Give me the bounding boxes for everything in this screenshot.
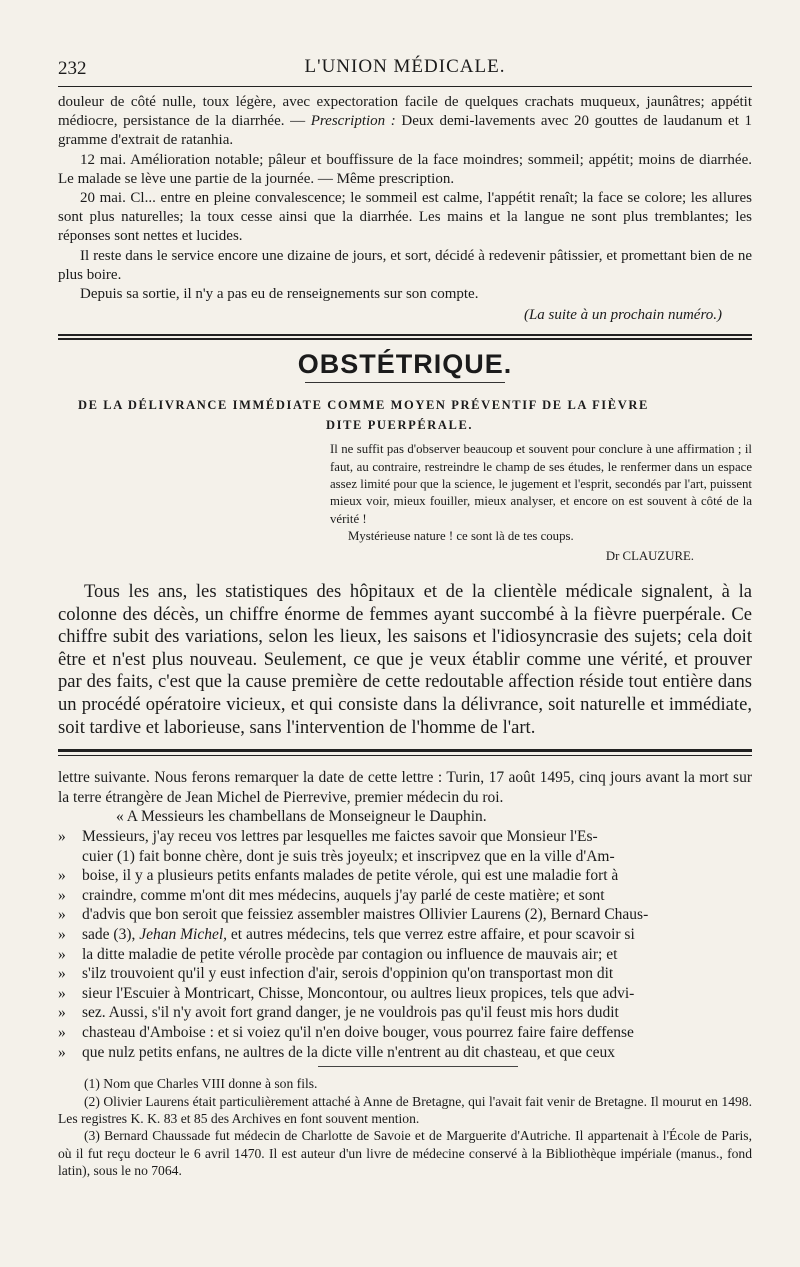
italic-name: Jehan Michel, (139, 925, 228, 943)
quote-mark: » (58, 925, 66, 943)
quote-mark: » (58, 945, 66, 963)
article-title (58, 395, 752, 435)
quote-text: s'ilz trouvoient qu'il y eust infection d'air, serois d'oppinion qu'on transportast mon dit (82, 965, 614, 983)
quote-line (58, 925, 752, 945)
quote-text: sieur l'Escuier à Montricart, Chisse, Moncontour, ou aultres lieux propices, tels que advi- (82, 984, 635, 1002)
continuation-paragraph: 12 mai. Amélioration notable; pâleur et bouffissure de la face moindres; sommeil; appétit; moins de diarrhée. Le malade se lève une partie de la journée. — Même prescription. (58, 151, 752, 187)
quote-text: cuier (1) fait bonne chère, dont je suis très joyeulx; et inscripvez que en la ville d'Am- (82, 847, 615, 865)
quote-text: la ditte maladie de petite vérolle procède par contagion ou influence de mauvais air; et (82, 945, 618, 963)
quote-mark: » (58, 1004, 66, 1022)
quote-mark: » (58, 867, 66, 885)
quote-mark: » (58, 1023, 66, 1041)
italic-span: Prescription : (310, 113, 396, 130)
article-body (58, 581, 752, 739)
quote-line (58, 866, 752, 886)
quote-line (58, 1043, 752, 1063)
quote-line (58, 886, 752, 906)
quote-text: sade (3), (82, 925, 140, 943)
to-be-continued: (La suite à un prochain numéro.) (523, 307, 722, 324)
page-number: 232 (58, 58, 87, 79)
section-underline (305, 382, 505, 383)
quote-text: chasteau d'Amboise : et si voiez qu'il n'en doive bouger, vous pourrez faire faire deffense (82, 1023, 634, 1041)
quote-line (58, 1003, 752, 1023)
quote-line (58, 1023, 752, 1043)
quote-text: sez. Aussi, s'il n'y avoit fort grand danger, je ne vouldrois pas qu'il feust mis hors dudit (82, 1004, 619, 1022)
epigraph-author: Dr CLAUZURE. (605, 548, 694, 563)
quote-mark: » (58, 965, 66, 983)
epigraph-text: Il ne suffit pas d'observer beaucoup et souvent pour conclure à une affirmation ; il faut, au contraire, restreindre le champ de ses études, le renfermer dans un espace assez limité pour que la science, le jugement et l'esprit, secondés par l'art, puissent mieux voir, mieux fouiller, mieux analyser, et encore on est souvent à côté de la vérité ! (330, 442, 752, 526)
footnote: (3) Bernard Chaussade fut médecin de Charlotte de Savoie et de Marguerite d'Autriche. Il appartenait à l'École de Paris, où il fut reçu docteur le 6 avril 1470. Il est auteur d'un livre de médecine conservé à la Bibliothèque impériale (manus., fond latin), sous le no 7064. (58, 1128, 752, 1179)
letter-salutation: « A Messieurs les chambellans de Monseigneur le Dauphin. (116, 808, 487, 826)
quote-line (58, 964, 752, 984)
footnote-rule (318, 1066, 518, 1067)
quote-mark: » (58, 984, 66, 1002)
text-span: Deux demi-lavements avec 20 gouttes de laudanum et 1 gramme d'extrait de ratanhia. (58, 113, 752, 149)
quote-text: Messieurs, j'ay receu vos lettres par lesquelles me faictes savoir que Monsieur l'Es- (82, 828, 598, 846)
footnote: (2) Olivier Laurens était particulièrement attaché à Anne de Bretagne, qui l'avait fait venir de Bretagne. Il mourut en 1498. Les registres K. K. 83 et 85 des Archives en font souvent mention. (58, 1093, 752, 1126)
continuation-paragraph: Il reste dans le service encore une dizaine de jours, et sort, décidé à redevenir pâtissier, et promettant bien de ne plus boire. (58, 247, 752, 283)
quote-line (58, 984, 752, 1004)
article-paragraph: Tous les ans, les statistiques des hôpitaux et de la clientèle médicale signalent, à la colonne des décès, un chiffre énorme de femmes ayant succombé à la fièvre puerpérale. Ce chiffre subit des variations, selon les lieux, les saisons et l'idiosyncrasie des sujets; cela doit être et n'est plus nouveau. Seulement, ce que je veux établir comme une vérité, et prouver par des faits, c'est que la cause première de cette redoutable affection réside tout entière dans un procédé opératoire vicieux, et qui consiste dans la délivrance, soit naturelle et immédiate, soit tardive et laborieuse, sans l'intervention de l'homme de l'art. (58, 581, 752, 738)
quote-line (58, 905, 752, 925)
quote-text: craindre, comme m'ont dit mes médecins, auquels j'ay parlé de ceste matière; et sont (82, 886, 605, 904)
quote-line (58, 945, 752, 965)
running-title: L'UNION MÉDICALE. (304, 56, 506, 77)
continuation-paragraph: Depuis sa sortie, il n'y a pas eu de renseignements sur son compte. (80, 286, 479, 303)
letter-section (58, 768, 752, 1062)
text-span: douleur de côté nulle, toux légère, avec expectoration facile de quelques crachats muqueux, jaunâtres; appétit médiocre, persistance de la diarrhée. — (58, 94, 752, 130)
section-rule (58, 334, 752, 340)
page-header (58, 52, 752, 82)
quote-mark: » (58, 886, 66, 904)
quote-mark: » (58, 906, 66, 924)
quote-line (58, 847, 752, 867)
footnotes (58, 1075, 752, 1179)
quote-line (58, 827, 752, 847)
quote-mark: » (58, 828, 66, 846)
continuation-paragraph (58, 93, 752, 151)
article-title-line-2: DITE PUERPÉRALE. (326, 418, 474, 433)
quote-mark: » (58, 1043, 66, 1061)
column-break-rule (58, 749, 752, 756)
letter-intro: lettre suivante. Nous ferons remarquer la date de cette lettre : Turin, 17 août 1495, cinq jours avant la mort sur la terre étrangère de Jean Michel de Pierrevive, premier médecin du roi. (58, 769, 752, 806)
continuation-text (58, 93, 752, 304)
continuation-paragraph: 20 mai. Cl... entre en pleine convalescence; le sommeil est calme, l'appétit renaît; la face se colore; les allures sont plus naturelles; la toux cesse ainsi que la diarrhée. Les mains et la langue ne sont plus tremblantes; les réponses sont nettes et lucides. (58, 190, 752, 245)
article-title-line-1: DE LA DÉLIVRANCE IMMÉDIATE COMME MOYEN PRÉVENTIF DE LA FIÈVRE (78, 398, 649, 413)
epigraph-line: Mystérieuse nature ! ce sont là de tes coups. (348, 529, 574, 544)
quote-text: d'advis que bon seroit que feissiez assembler maistres Ollivier Laurens (2), Bernard Chaus- (82, 906, 649, 924)
quote-text: que nulz petits enfans, ne aultres de la dicte ville n'entrent au dit chasteau, et que ceux (82, 1043, 616, 1061)
letter-quote (58, 827, 752, 1062)
header-rule (58, 86, 752, 87)
quote-text: et autres médecins, tels que verrez estre affaire, et pour scavoir si (227, 925, 635, 943)
section-title: OBSTÉTRIQUE. (297, 349, 513, 380)
epigraph (330, 441, 752, 565)
footnote: (1) Nom que Charles VIII donne à son fils. (84, 1076, 318, 1092)
quote-text: boise, il y a plusieurs petits enfants malades de petite vérole, qui est une maladie fort à (82, 867, 619, 885)
